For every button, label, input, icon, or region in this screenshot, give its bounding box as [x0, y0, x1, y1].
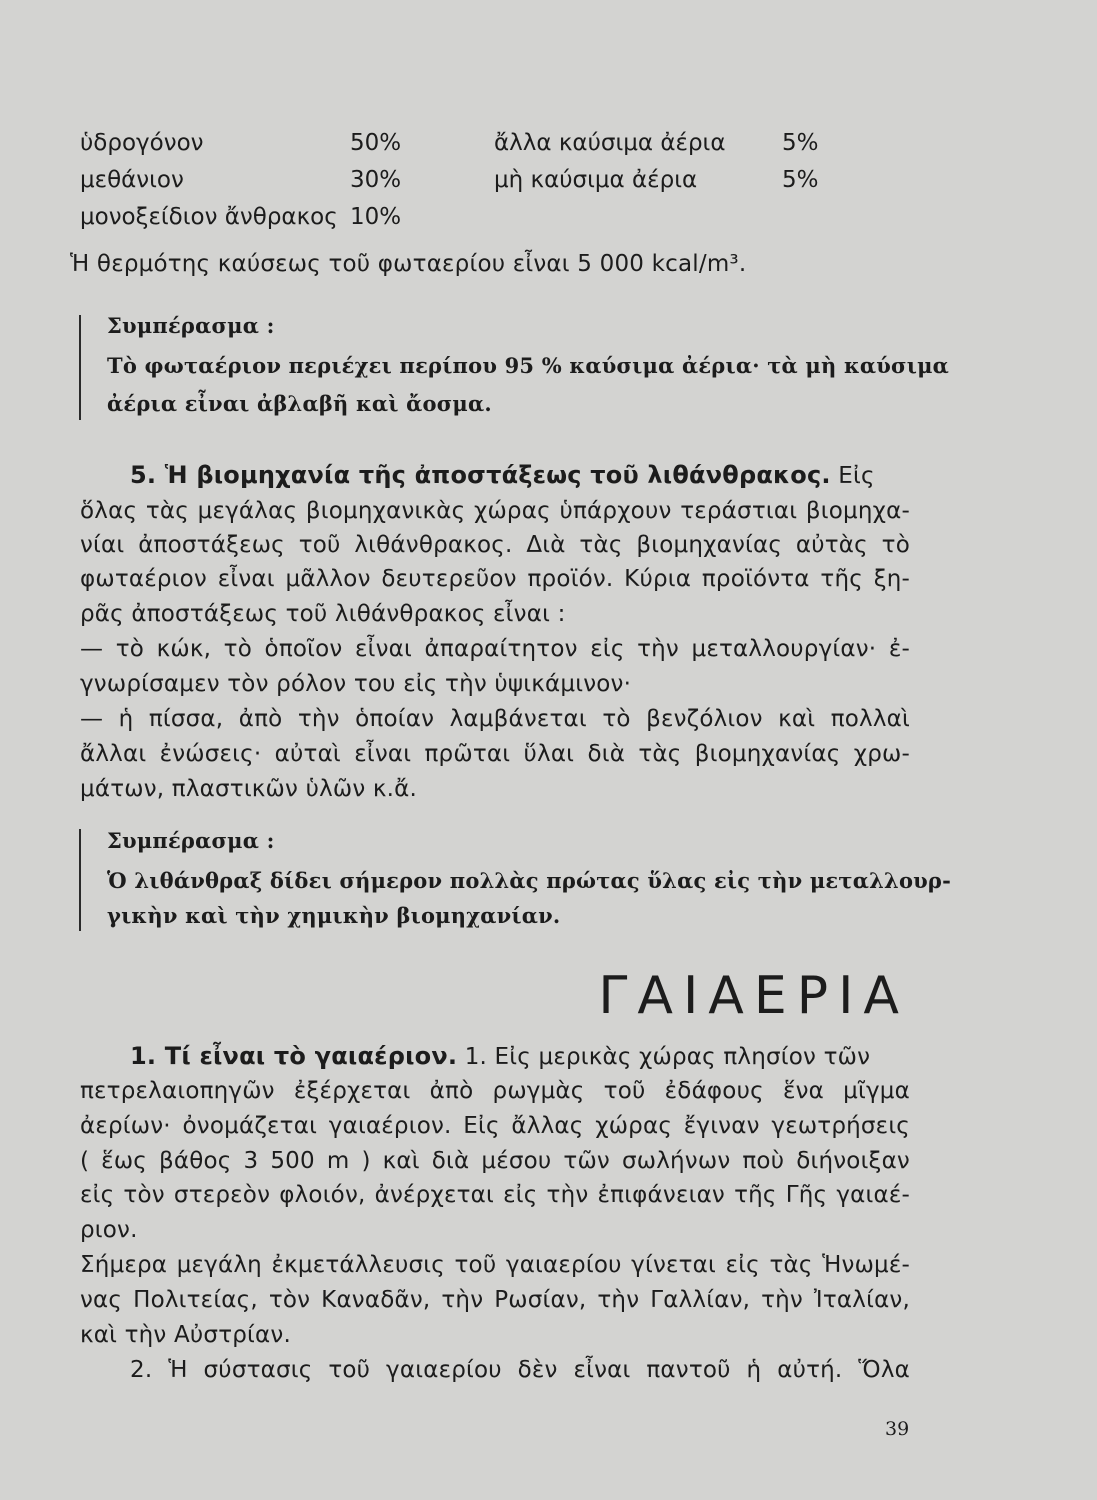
text-line: γνωρίσαμεν τὸν ρόλον του εἰς τὴν ὑψικάμινον·: [80, 671, 632, 697]
text-line: ( ἕως βάθος 3 500 m ) καὶ διὰ μέσου τῶν σωλήνων ποὺ διήνοιξαν: [80, 1148, 910, 1174]
conclusion-bar: [79, 829, 81, 931]
composition-left-2: μονοξείδιον ἄνθρακος: [80, 204, 338, 230]
chapter-title: ΓΑΙΑΕΡΙΑ: [598, 966, 909, 1026]
conclusion-label: Συμπέρασμα :: [107, 828, 275, 853]
text-line: ρᾶς ἀποστάξεως τοῦ λιθάνθρακος εἶναι :: [80, 601, 566, 627]
composition-right-1: μὴ καύσιμα ἀέρια: [494, 167, 698, 193]
text-line: φωταέριον εἶναι μᾶλλον δευτερεῦον προϊόν. Κύρια προϊόντα τῆς ξη-: [80, 566, 910, 592]
section-5-heading-tail: Εἰς: [838, 463, 875, 489]
section-5-heading: 5. Ἡ βιομηχανία τῆς ἀποστάξεως τοῦ λιθάνθρακος.: [130, 461, 831, 489]
composition-left-0-value: 50%: [350, 130, 402, 156]
text-line: 2. Ἡ σύστασις τοῦ γαιαερίου δὲν εἶναι παντοῦ ἡ αὐτή. Ὅλα: [130, 1357, 910, 1383]
text-line: — τὸ κώκ, τὸ ὁποῖον εἶναι ἀπαραίτητον εἰς τὴν μεταλλουργίαν· ἐ-: [80, 636, 910, 662]
text-line: ἄλλαι ἐνώσεις· αὐταὶ εἶναι πρῶται ὕλαι διὰ τὰς βιομηχανίας χρω-: [80, 741, 910, 767]
composition-left-2-value: 10%: [350, 204, 402, 230]
conclusion-bar: [79, 315, 81, 420]
conclusion-line: Τὸ φωταέριον περιέχει περίπου 95 % καύσιμα ἀέρια· τὰ μὴ καύσιμα: [107, 353, 950, 378]
text-line: πετρελαιοπηγῶν ἐξέρχεται ἀπὸ ρωγμὰς τοῦ ἐδάφους ἕνα μῖγμα: [80, 1078, 910, 1104]
text-line: ὅλας τὰς μεγάλας βιομηχανικὰς χώρας ὑπάρχουν τεράστιαι βιομηχα-: [80, 498, 910, 524]
text-line: νας Πολιτείας, τὸν Καναδᾶν, τὴν Ρωσίαν, τὴν Γαλλίαν, τὴν Ἰταλίαν,: [80, 1287, 910, 1313]
composition-right-1-value: 5%: [782, 167, 819, 193]
text-line: εἰς τὸν στερεὸν φλοιόν, ἀνέρχεται εἰς τὴν ἐπιφάνειαν τῆς Γῆς γαιαέ-: [80, 1182, 910, 1208]
text-line: Σήμερα μεγάλη ἐκμετάλλευσις τοῦ γαιαερίου γίνεται εἰς τὰς Ἡνωμέ-: [80, 1252, 910, 1278]
composition-left-0: ὑδρογόνον: [80, 130, 204, 156]
page-number: 39: [885, 1418, 910, 1440]
section-1-heading-tail: 1. Εἰς μερικὰς χώρας πλησίον τῶν: [464, 1044, 871, 1070]
section-5-heading-row: [130, 461, 875, 489]
text-line: ριον.: [80, 1217, 138, 1243]
text-line: — ἡ πίσσα, ἀπὸ τὴν ὁποίαν λαμβάνεται τὸ βενζόλιον καὶ πολλαὶ: [80, 706, 910, 732]
conclusion-line: Ὁ λιθάνθραξ δίδει σήμερον πολλὰς πρώτας ὕλας εἰς τὴν μεταλλουρ-: [107, 868, 951, 893]
composition-right-0-value: 5%: [782, 130, 819, 156]
composition-right-0: ἄλλα καύσιμα ἀέρια: [494, 130, 726, 156]
section-1-heading: 1. Τί εἶναι τὸ γαιαέριον.: [130, 1042, 458, 1070]
text-line: καὶ τὴν Αὐστρίαν.: [80, 1322, 291, 1348]
conclusion-line: γικὴν καὶ τὴν χημικὴν βιομηχανίαν.: [107, 903, 561, 928]
composition-left-1-value: 30%: [350, 167, 402, 193]
text-line: ἀερίων· ὀνομάζεται γαιαέριον. Εἰς ἄλλας χώρας ἔγιναν γεωτρήσεις: [80, 1113, 910, 1139]
composition-left-1: μεθάνιον: [80, 167, 184, 193]
heat-line: Ἡ θερμότης καύσεως τοῦ φωταερίου εἶναι 5 000 kcal/m³.: [70, 251, 747, 277]
text-line: μάτων, πλαστικῶν ὑλῶν κ.ἄ.: [80, 776, 418, 802]
text-line: νίαι ἀποστάξεως τοῦ λιθάνθρακος. Διὰ τὰς βιομηχανίας αὐτὰς τὸ: [80, 532, 910, 558]
conclusion-label: Συμπέρασμα :: [107, 313, 275, 338]
conclusion-line: ἀέρια εἶναι ἀβλαβῆ καὶ ἄοσμα.: [107, 391, 492, 416]
section-1-heading-row: [130, 1042, 870, 1070]
